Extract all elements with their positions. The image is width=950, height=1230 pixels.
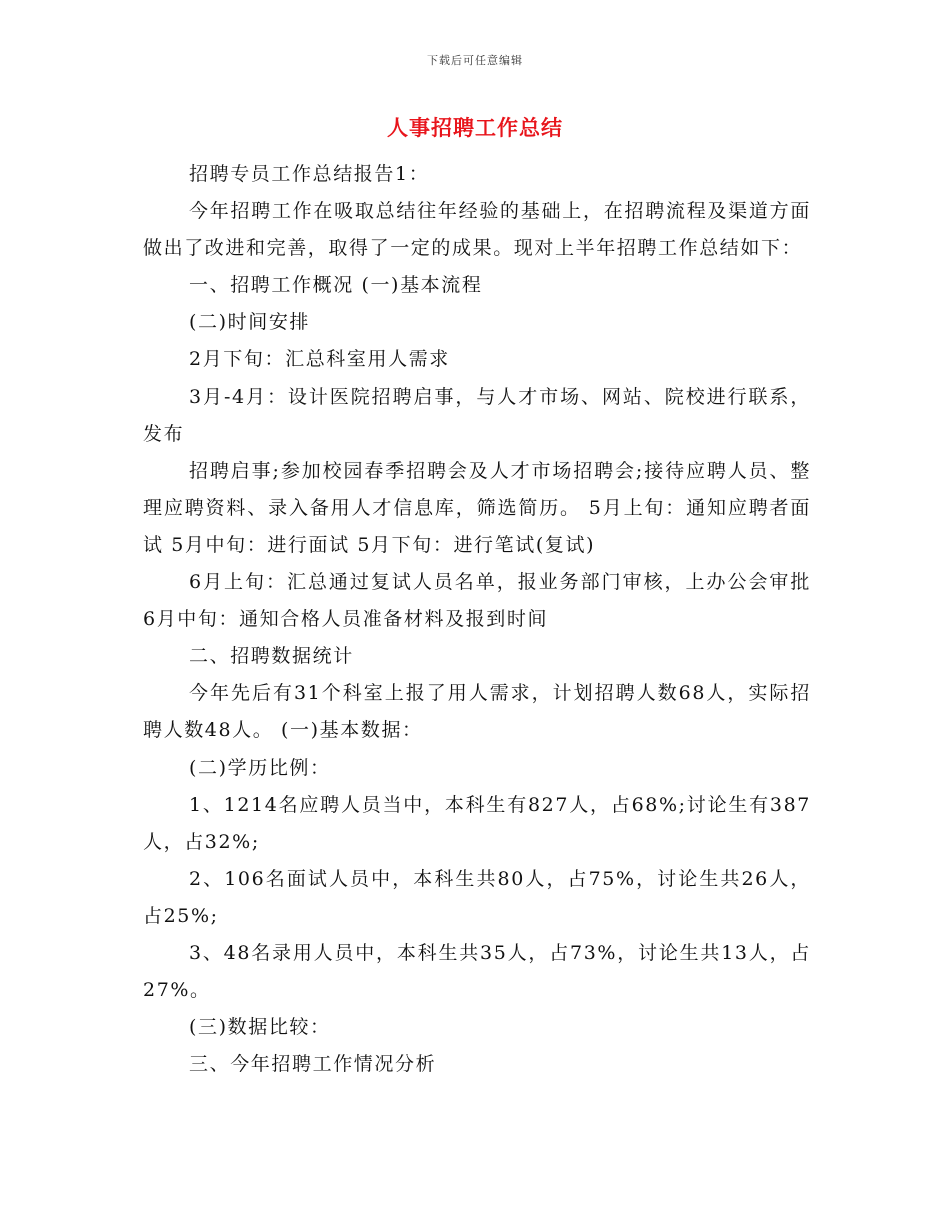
header-note: 下载后可任意编辑: [427, 54, 523, 67]
paragraph-demand-summary: 今年先后有31个科室上报了用人需求，计划招聘人数68人，实际招聘人数48人。 (一)基本数据：: [143, 682, 811, 742]
paragraph-data-comparison: (三)数据比较：: [189, 1016, 331, 1039]
paragraph-section-three: 三、今年招聘工作情况分析: [189, 1053, 437, 1076]
document-title: 人事招聘工作总结: [387, 116, 563, 140]
paragraph-section-two: 二、招聘数据统计: [189, 645, 354, 668]
document-body: [143, 156, 811, 1083]
paragraph-february: 2月下旬：汇总科室用人需求: [189, 348, 450, 371]
paragraph-hired: 3、48名录用人员中，本科生共35人，占73%，讨论生共13人，占27%。: [143, 941, 811, 1002]
paragraph-recruitment-notice: 招聘启事;参加校园春季招聘会及人才市场招聘会;接待应聘人员、整理应聘资料、录入备用人才信息库，筛选简历。 5月上旬：通知应聘者面试 5月中旬：进行面试 5月下旬：进行笔试(复试): [143, 459, 811, 556]
paragraph-intro: 今年招聘工作在吸取总结往年经验的基础上，在招聘流程及渠道方面做出了改进和完善，取得了一定的成果。现对上半年招聘工作总结如下：: [143, 200, 811, 260]
paragraph-march-april: 3月-4月：设计医院招聘启事，与人才市场、网站、院校进行联系，发布: [143, 385, 811, 445]
paragraph-report-heading: 招聘专员工作总结报告1：: [189, 163, 430, 185]
paragraph-section-one: 一、招聘工作概况 (一)基本流程: [189, 274, 483, 297]
paragraph-applicants: 1、1214名应聘人员当中，本科生有827人，占68%;讨论生有387人，占32%;: [143, 793, 811, 853]
paragraph-education-ratio: (二)学历比例：: [189, 756, 331, 779]
paragraph-time-schedule: (二)时间安排: [189, 311, 311, 334]
paragraph-interviewees: 2、106名面试人员中，本科生共80人，占75%，讨论生共26人，占25%;: [143, 867, 811, 927]
paragraph-june: 6月上旬：汇总通过复试人员名单，报业务部门审核，上办公会审批 6月中旬：通知合格人员准备材料及报到时间: [143, 571, 811, 631]
